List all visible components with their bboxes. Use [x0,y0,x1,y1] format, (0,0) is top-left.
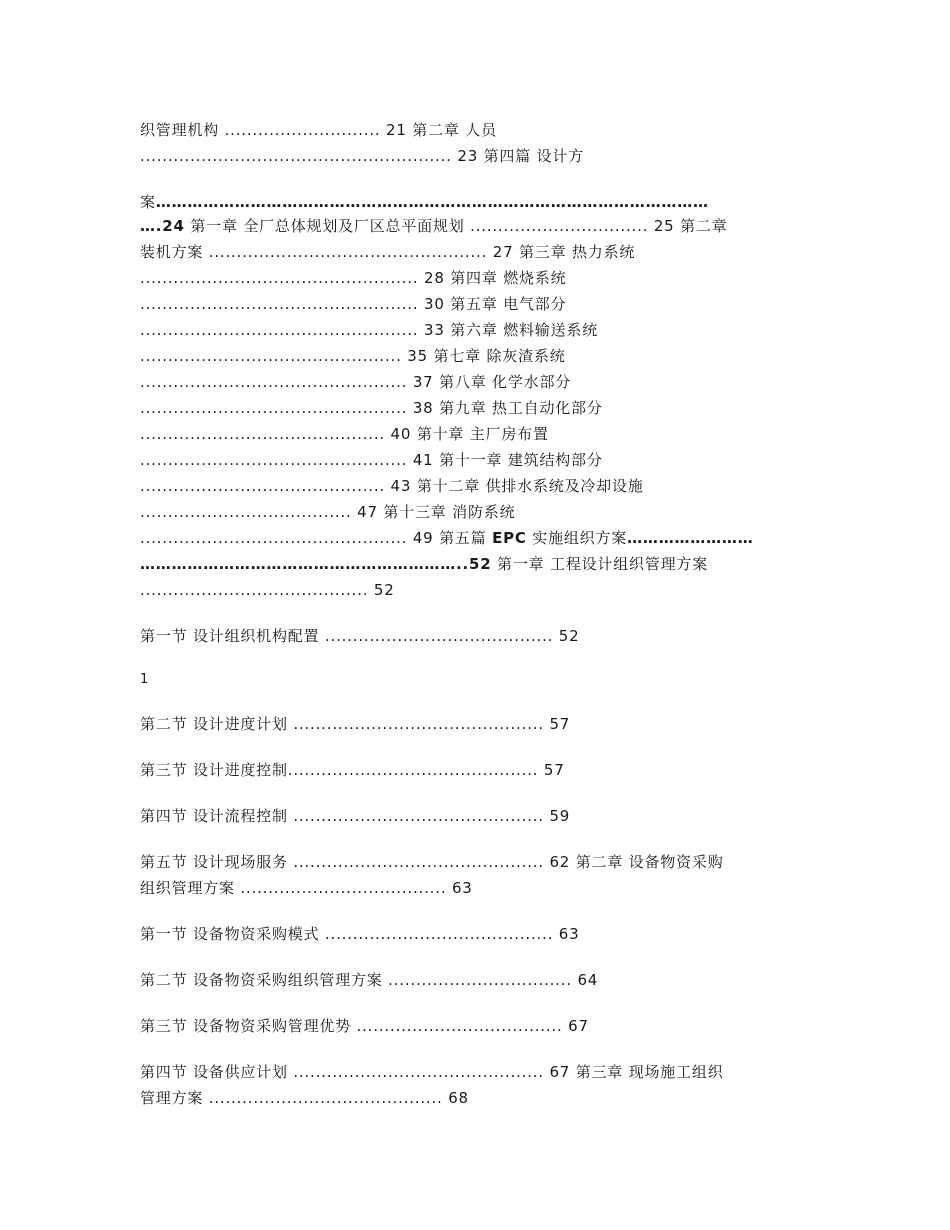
toc-line [140,242,810,262]
toc-line [140,878,810,898]
toc-line [140,502,810,522]
toc-text: 第三节 设备物资采购管理优势 ..................................... 67 [140,1017,589,1035]
toc-line [140,372,810,392]
toc-line [140,1062,810,1082]
toc-line [140,528,810,548]
toc-text: 装机方案 .................................................. 27 第三章 热力系统 [140,243,636,261]
toc-line [140,268,810,288]
page-number-text: 1 [140,672,150,687]
toc-line [140,1088,810,1108]
toc-page-number: ….24 [140,217,185,235]
toc-leader-dots: ……………………………………………………..52 [140,555,492,573]
toc-text: 第三节 设计进度控制............................................. 57 [140,761,565,779]
toc-line [140,398,810,418]
toc-text: 第五节 设计现场服务 ............................................. 62 第二章 设备物资采购 [140,853,724,871]
toc-text: 第四节 设计流程控制 ............................................. 59 [140,807,571,825]
toc-leader-dots: …………………………………………………………………………………………… [155,193,709,211]
toc-line [140,760,810,780]
toc-text: 第一节 设备物资采购模式 ......................................... 63 [140,925,580,943]
toc-text: 案 [140,193,156,211]
toc-line [140,1016,810,1036]
toc-text: ............................................ 40 第十章 主厂房布置 [140,425,549,443]
toc-text: ................................................ 41 第十一章 建筑结构部分 [140,451,603,469]
toc-text: .................................................. 30 第五章 电气部分 [140,295,567,313]
toc-text: ................................................ 38 第九章 热工自动化部分 [140,399,603,417]
toc-leader-dots: …………………… [627,529,754,547]
page-number [140,670,810,690]
toc-text: ................................................ 37 第八章 化学水部分 [140,373,572,391]
toc-text: ................................................ 49 第五篇 [140,529,493,547]
toc-text: ........................................................ 23 第四篇 设计方 [140,147,585,165]
toc-line [140,120,810,140]
toc-line [140,626,810,646]
toc-text: 织管理机构 ............................ 21 第二章 人员 [140,121,497,139]
toc-text: .................................................. 28 第四章 燃烧系统 [140,269,567,287]
toc-text: 管理方案 .......................................... 68 [140,1089,469,1107]
toc-line [140,806,810,826]
toc-line [140,476,810,496]
toc-line [140,450,810,470]
toc-line [140,146,810,166]
toc-text: 第四节 设备供应计划 ............................................. 67 第三章 现场施工组织 [140,1063,724,1081]
toc-text: ......................................... 52 [140,581,395,599]
toc-text: ............................................ 43 第十二章 供排水系统及冷却设施 [140,477,644,495]
toc-line [140,346,810,366]
toc-text: 第一章 工程设计组织管理方案 [491,555,709,573]
toc-line [140,714,810,734]
toc-text: 第一节 设计组织机构配置 ......................................... 52 [140,627,580,645]
toc-line [140,580,810,600]
toc-text: ............................................... 35 第七章 除灰渣系统 [140,347,566,365]
toc-text: 实施组织方案 [526,529,628,547]
toc-text: .................................................. 33 第六章 燃料输送系统 [140,321,598,339]
toc-line [140,970,810,990]
toc-line [140,424,810,444]
toc-text: 第二节 设计进度计划 ............................................. 57 [140,715,571,733]
toc-line [140,192,810,212]
toc-line [140,852,810,872]
toc-line [140,294,810,314]
toc-line [140,924,810,944]
toc-epc-label: EPC [492,529,527,547]
toc-text: 组织管理方案 ..................................... 63 [140,879,473,897]
toc-line [140,320,810,340]
toc-line [140,554,810,574]
toc-text: 第一章 全厂总体规划及厂区总平面规划 ................................ 25 第二章 [184,217,728,235]
toc-text: 第二节 设备物资采购组织管理方案 ................................. 64 [140,971,599,989]
toc-line [140,216,810,236]
toc-text: ...................................... 47 第十三章 消防系统 [140,503,516,521]
